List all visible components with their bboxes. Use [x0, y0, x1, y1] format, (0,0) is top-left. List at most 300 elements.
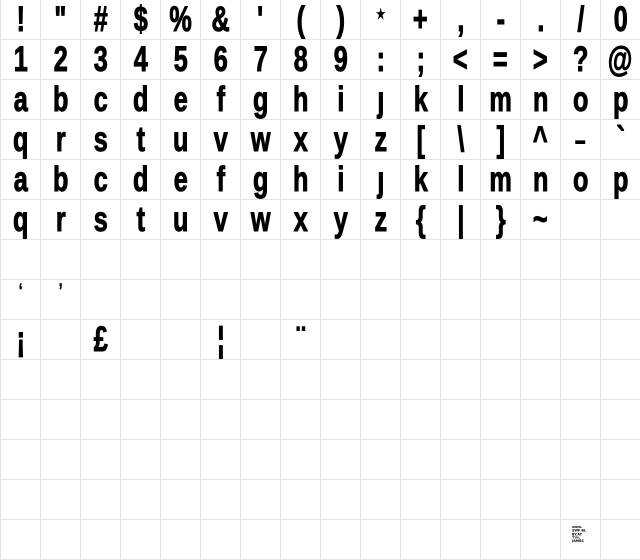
glyph-cell[interactable]	[521, 120, 561, 160]
glyph-cell[interactable]	[1, 0, 41, 40]
glyph-cell[interactable]	[321, 200, 361, 240]
glyph-cell[interactable]	[601, 0, 640, 40]
empty-cell[interactable]	[441, 480, 481, 520]
glyph: #	[93, 0, 108, 39]
glyph-cell[interactable]	[561, 0, 601, 40]
glyph: &	[211, 0, 230, 39]
empty-cell[interactable]	[441, 440, 481, 480]
glyph-cell[interactable]	[601, 40, 640, 80]
empty-cell[interactable]	[481, 400, 521, 440]
glyph-cell[interactable]	[481, 80, 521, 120]
glyph-cell[interactable]	[321, 0, 361, 40]
empty-cell[interactable]	[601, 240, 640, 280]
glyph-cell[interactable]	[121, 40, 161, 80]
empty-cell[interactable]	[121, 480, 161, 520]
glyph: /	[576, 0, 584, 39]
empty-cell[interactable]	[241, 520, 281, 560]
empty-cell[interactable]	[121, 400, 161, 440]
glyph: y	[333, 200, 348, 239]
glyph-cell[interactable]	[201, 120, 241, 160]
glyph-cell[interactable]	[201, 0, 241, 40]
glyph-cell[interactable]	[321, 80, 361, 120]
glyph-cell[interactable]	[201, 200, 241, 240]
empty-cell[interactable]	[41, 480, 81, 520]
glyph-cell[interactable]	[201, 80, 241, 120]
empty-cell[interactable]	[321, 480, 361, 520]
glyph: "	[54, 0, 67, 39]
glyph-cell[interactable]	[241, 80, 281, 120]
glyph: p	[612, 80, 629, 119]
glyph-cell[interactable]	[161, 40, 201, 80]
empty-cell[interactable]	[441, 320, 481, 360]
glyph: =	[493, 40, 508, 79]
empty-cell[interactable]	[361, 280, 401, 320]
empty-cell[interactable]	[601, 280, 640, 320]
glyph: f	[216, 160, 225, 199]
glyph-cell[interactable]	[481, 120, 521, 160]
glyph: r	[55, 200, 66, 239]
glyph: ȷ	[376, 160, 384, 199]
empty-cell[interactable]	[161, 440, 201, 480]
glyph-cell[interactable]	[41, 0, 81, 40]
glyph: g	[252, 160, 269, 199]
glyph-cell[interactable]	[481, 160, 521, 200]
glyph-cell[interactable]	[481, 40, 521, 80]
empty-cell[interactable]	[601, 440, 640, 480]
glyph: 2	[53, 40, 68, 79]
glyph: r	[55, 120, 66, 159]
empty-cell[interactable]	[481, 360, 521, 400]
empty-cell[interactable]	[161, 360, 201, 400]
empty-cell[interactable]	[401, 280, 441, 320]
glyph-cell[interactable]	[601, 80, 640, 120]
glyph-cell[interactable]	[361, 40, 401, 80]
empty-cell[interactable]	[81, 480, 121, 520]
empty-cell[interactable]	[1, 520, 41, 560]
empty-cell[interactable]	[601, 360, 640, 400]
empty-cell[interactable]	[201, 400, 241, 440]
glyph: 6	[213, 40, 228, 79]
empty-cell[interactable]	[361, 480, 401, 520]
glyph-cell[interactable]	[401, 0, 441, 40]
empty-cell[interactable]	[161, 480, 201, 520]
empty-cell[interactable]	[41, 440, 81, 480]
empty-cell[interactable]	[281, 480, 321, 520]
glyph: k	[413, 80, 428, 119]
empty-cell[interactable]	[41, 320, 81, 360]
glyph: ;	[416, 40, 425, 79]
glyph: t	[136, 200, 145, 239]
glyph-cell[interactable]	[521, 40, 561, 80]
glyph: ¡	[16, 320, 25, 359]
empty-cell[interactable]	[41, 360, 81, 400]
glyph: 7	[253, 40, 268, 79]
empty-cell[interactable]	[1, 480, 41, 520]
glyph-cell[interactable]	[441, 80, 481, 120]
glyph-cell[interactable]	[1, 120, 41, 160]
glyph-cell[interactable]	[561, 120, 601, 160]
glyph-cell[interactable]	[241, 40, 281, 80]
empty-cell[interactable]	[361, 360, 401, 400]
empty-cell[interactable]	[161, 240, 201, 280]
glyph: £	[93, 320, 108, 359]
glyph: :	[376, 40, 385, 79]
empty-cell[interactable]	[281, 280, 321, 320]
empty-cell[interactable]	[1, 360, 41, 400]
empty-cell[interactable]	[41, 520, 81, 560]
glyph-cell[interactable]	[81, 40, 121, 80]
empty-cell[interactable]	[161, 320, 201, 360]
glyph-cell[interactable]	[401, 200, 441, 240]
empty-cell[interactable]	[201, 240, 241, 280]
empty-cell[interactable]	[401, 320, 441, 360]
empty-cell[interactable]	[601, 320, 640, 360]
glyph-cell[interactable]	[201, 320, 241, 360]
empty-cell[interactable]	[121, 320, 161, 360]
empty-cell[interactable]	[361, 320, 401, 360]
empty-cell[interactable]	[161, 280, 201, 320]
glyph: $	[133, 0, 148, 39]
empty-cell[interactable]	[121, 360, 161, 400]
empty-cell[interactable]	[161, 520, 201, 560]
empty-cell[interactable]	[121, 440, 161, 480]
glyph: p	[612, 160, 629, 199]
glyph-cell[interactable]	[121, 120, 161, 160]
glyph-cell[interactable]	[121, 160, 161, 200]
glyph: ★	[375, 6, 386, 23]
glyph-cell[interactable]	[361, 200, 401, 240]
glyph-cell[interactable]	[601, 160, 640, 200]
glyph-cell[interactable]	[521, 80, 561, 120]
empty-cell[interactable]	[201, 280, 241, 320]
empty-cell[interactable]	[321, 280, 361, 320]
glyph-cell[interactable]	[121, 0, 161, 40]
glyph-cell[interactable]	[521, 160, 561, 200]
empty-cell[interactable]	[41, 400, 81, 440]
glyph: w	[250, 120, 271, 159]
glyph-cell[interactable]	[241, 120, 281, 160]
empty-cell[interactable]	[81, 440, 121, 480]
empty-cell[interactable]	[241, 280, 281, 320]
glyph-cell[interactable]	[121, 80, 161, 120]
glyph: <	[453, 40, 468, 79]
empty-cell[interactable]	[601, 200, 640, 240]
empty-cell[interactable]	[601, 400, 640, 440]
empty-cell[interactable]	[161, 400, 201, 440]
empty-cell[interactable]	[241, 240, 281, 280]
glyph-cell[interactable]	[361, 160, 401, 200]
empty-cell[interactable]	[601, 480, 640, 520]
glyph-cell[interactable]	[241, 200, 281, 240]
glyph-cell[interactable]	[481, 200, 521, 240]
empty-cell[interactable]	[281, 360, 321, 400]
empty-cell[interactable]	[201, 440, 241, 480]
empty-cell[interactable]	[481, 480, 521, 520]
empty-cell[interactable]	[521, 520, 561, 560]
glyph: ’	[58, 281, 63, 302]
glyph: x	[293, 120, 308, 159]
glyph-cell[interactable]	[81, 200, 121, 240]
glyph-cell[interactable]	[1, 80, 41, 120]
glyph-cell[interactable]	[161, 0, 201, 40]
empty-cell[interactable]	[481, 440, 521, 480]
glyph-cell[interactable]	[281, 120, 321, 160]
glyph: n	[532, 160, 549, 199]
glyph: x	[293, 200, 308, 239]
glyph-cell[interactable]	[121, 200, 161, 240]
glyph-cell[interactable]	[281, 160, 321, 200]
glyph: o	[572, 160, 589, 199]
glyph-cell[interactable]	[41, 200, 81, 240]
glyph: 5	[173, 40, 188, 79]
empty-cell[interactable]	[281, 520, 321, 560]
empty-cell[interactable]	[241, 400, 281, 440]
glyph: \	[456, 120, 464, 159]
empty-cell[interactable]	[521, 440, 561, 480]
glyph-cell[interactable]	[161, 80, 201, 120]
glyph: q	[12, 200, 29, 239]
glyph: 3	[93, 40, 108, 79]
glyph: [	[416, 120, 425, 159]
glyph: q	[12, 120, 29, 159]
empty-cell[interactable]	[281, 400, 321, 440]
glyph-cell[interactable]	[561, 40, 601, 80]
glyph-cell[interactable]	[441, 120, 481, 160]
glyph: 9	[333, 40, 348, 79]
empty-cell[interactable]	[41, 240, 81, 280]
empty-cell[interactable]	[361, 440, 401, 480]
glyph: ¨	[296, 320, 305, 359]
glyph-cell[interactable]	[401, 80, 441, 120]
glyph-cell[interactable]	[561, 160, 601, 200]
glyph: 1	[13, 40, 28, 79]
glyph: }	[495, 200, 506, 239]
empty-cell[interactable]	[401, 520, 441, 560]
empty-cell[interactable]	[121, 280, 161, 320]
empty-cell[interactable]	[321, 400, 361, 440]
glyph: i	[336, 80, 344, 119]
empty-cell[interactable]	[241, 360, 281, 400]
empty-cell[interactable]	[561, 200, 601, 240]
glyph-cell[interactable]	[241, 0, 281, 40]
glyph: ]	[496, 120, 505, 159]
empty-cell[interactable]	[441, 280, 481, 320]
glyph: .	[536, 0, 544, 39]
empty-cell[interactable]	[521, 360, 561, 400]
glyph-cell[interactable]	[81, 120, 121, 160]
empty-cell[interactable]	[81, 240, 121, 280]
empty-cell[interactable]	[521, 480, 561, 520]
glyph: ~	[533, 200, 548, 239]
glyph-cell[interactable]	[81, 320, 121, 360]
glyph-cell[interactable]	[601, 120, 640, 160]
glyph-cell[interactable]	[441, 200, 481, 240]
glyph: l	[456, 160, 464, 199]
empty-cell[interactable]	[601, 520, 640, 560]
empty-cell[interactable]	[201, 360, 241, 400]
empty-cell[interactable]	[81, 360, 121, 400]
empty-cell[interactable]	[81, 400, 121, 440]
glyph-cell[interactable]	[1, 320, 41, 360]
glyph: ȷ	[376, 80, 384, 119]
empty-cell[interactable]	[321, 240, 361, 280]
glyph: m	[489, 80, 512, 119]
empty-cell[interactable]	[321, 520, 361, 560]
glyph-cell[interactable]	[161, 160, 201, 200]
empty-cell[interactable]	[441, 360, 481, 400]
empty-cell[interactable]	[441, 240, 481, 280]
glyph-cell[interactable]	[201, 160, 241, 200]
glyph-cell[interactable]	[161, 120, 201, 160]
glyph-cell[interactable]	[521, 200, 561, 240]
glyph-cell[interactable]	[241, 160, 281, 200]
empty-cell[interactable]	[281, 440, 321, 480]
glyph-cell[interactable]	[81, 0, 121, 40]
empty-cell[interactable]	[361, 240, 401, 280]
glyph-cell[interactable]	[81, 80, 121, 120]
empty-cell[interactable]	[481, 240, 521, 280]
glyph-cell[interactable]	[41, 40, 81, 80]
glyph-cell[interactable]	[41, 120, 81, 160]
empty-cell[interactable]	[1, 240, 41, 280]
glyph-cell[interactable]	[1, 200, 41, 240]
glyph: ,	[456, 0, 464, 39]
empty-cell[interactable]	[321, 360, 361, 400]
glyph: v	[213, 120, 228, 159]
glyph-cell[interactable]	[441, 160, 481, 200]
glyph-cell[interactable]	[41, 280, 81, 320]
empty-cell[interactable]	[521, 400, 561, 440]
empty-cell[interactable]	[81, 520, 121, 560]
empty-cell[interactable]	[441, 520, 481, 560]
glyph-cell[interactable]	[321, 160, 361, 200]
glyph: v	[213, 200, 228, 239]
empty-cell[interactable]	[361, 520, 401, 560]
glyph: (	[296, 0, 305, 39]
glyph: d	[132, 80, 149, 119]
empty-cell[interactable]	[401, 440, 441, 480]
empty-cell[interactable]	[481, 320, 521, 360]
glyph-cell[interactable]	[561, 80, 601, 120]
empty-cell[interactable]	[521, 240, 561, 280]
glyph: b	[52, 160, 69, 199]
empty-cell[interactable]	[361, 400, 401, 440]
glyph: t	[136, 120, 145, 159]
notdef-microtext-cell[interactable]	[561, 520, 601, 560]
glyph: c	[93, 80, 108, 119]
glyph: f	[216, 80, 225, 119]
glyph: i	[336, 160, 344, 199]
glyph: {	[415, 200, 426, 239]
glyph: o	[572, 80, 589, 119]
glyph-cell[interactable]	[81, 160, 121, 200]
glyph-cell[interactable]	[1, 40, 41, 80]
glyph: 8	[293, 40, 308, 79]
empty-cell[interactable]	[561, 480, 601, 520]
glyph-cell[interactable]	[281, 0, 321, 40]
glyph-cell[interactable]	[401, 160, 441, 200]
glyph: m	[489, 160, 512, 199]
empty-cell[interactable]	[241, 480, 281, 520]
glyph-cell[interactable]	[321, 40, 361, 80]
empty-cell[interactable]	[321, 440, 361, 480]
glyph-cell[interactable]	[521, 0, 561, 40]
empty-cell[interactable]	[401, 400, 441, 440]
empty-cell[interactable]	[561, 280, 601, 320]
glyph-cell[interactable]	[401, 40, 441, 80]
empty-cell[interactable]	[561, 320, 601, 360]
empty-cell[interactable]	[241, 440, 281, 480]
empty-cell[interactable]	[481, 520, 521, 560]
glyph-cell[interactable]	[281, 80, 321, 120]
glyph-cell[interactable]	[201, 40, 241, 80]
empty-cell[interactable]	[1, 440, 41, 480]
glyph-cell[interactable]	[161, 200, 201, 240]
glyph: %	[169, 0, 192, 39]
glyph-cell[interactable]	[1, 160, 41, 200]
glyph: )	[336, 0, 345, 39]
empty-cell[interactable]	[521, 320, 561, 360]
glyph-cell[interactable]	[281, 40, 321, 80]
empty-cell[interactable]	[241, 320, 281, 360]
empty-cell[interactable]	[81, 280, 121, 320]
glyph-cell[interactable]	[41, 160, 81, 200]
glyph-cell[interactable]	[41, 80, 81, 120]
empty-cell[interactable]	[401, 240, 441, 280]
empty-cell[interactable]	[121, 520, 161, 560]
glyph-cell[interactable]	[281, 200, 321, 240]
empty-cell[interactable]	[401, 480, 441, 520]
empty-cell[interactable]	[561, 360, 601, 400]
empty-cell[interactable]	[201, 480, 241, 520]
glyph-cell[interactable]	[321, 120, 361, 160]
glyph-cell[interactable]	[401, 120, 441, 160]
glyph: +	[413, 0, 428, 39]
glyph: k	[413, 160, 428, 199]
glyph-cell[interactable]	[361, 120, 401, 160]
glyph: s	[93, 200, 108, 239]
empty-cell[interactable]	[281, 240, 321, 280]
empty-cell[interactable]	[1, 400, 41, 440]
glyph: z	[374, 120, 387, 159]
empty-cell[interactable]	[521, 280, 561, 320]
glyph: ¦	[216, 320, 225, 359]
empty-cell[interactable]	[561, 240, 601, 280]
glyph: ^	[533, 120, 548, 159]
glyph: e	[173, 160, 188, 199]
glyph: a	[13, 80, 28, 119]
notdef-microtext: www. SWF BL BY.AT 'I'm, JAMES	[572, 525, 587, 544]
glyph-cell[interactable]	[441, 40, 481, 80]
empty-cell[interactable]	[401, 360, 441, 400]
empty-cell[interactable]	[321, 320, 361, 360]
empty-cell[interactable]	[561, 400, 601, 440]
glyph-cell[interactable]	[481, 0, 521, 40]
empty-cell[interactable]	[201, 520, 241, 560]
empty-cell[interactable]	[481, 280, 521, 320]
empty-cell[interactable]	[121, 240, 161, 280]
glyph-cell[interactable]	[441, 0, 481, 40]
glyph-cell[interactable]	[1, 280, 41, 320]
empty-cell[interactable]	[561, 440, 601, 480]
glyph-cell[interactable]	[361, 80, 401, 120]
glyph: b	[52, 80, 69, 119]
glyph-cell[interactable]	[361, 0, 401, 40]
empty-cell[interactable]	[441, 400, 481, 440]
glyph: h	[292, 80, 309, 119]
glyph-cell[interactable]	[281, 320, 321, 360]
glyph: g	[252, 80, 269, 119]
